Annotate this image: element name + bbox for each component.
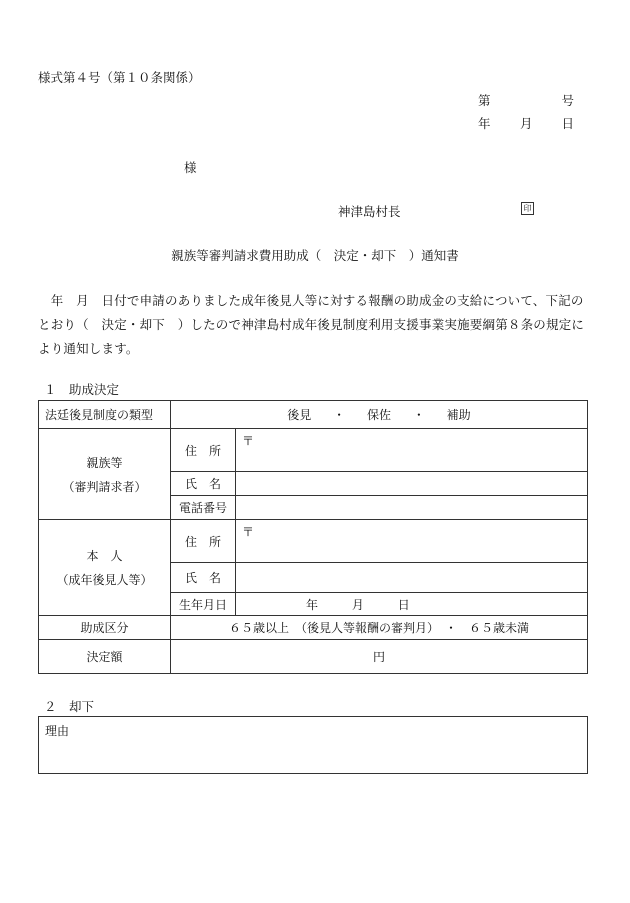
guardianship-type-label: 法廷後見制度の類型 bbox=[39, 401, 171, 429]
issuer-name: 神津島村長 bbox=[338, 204, 401, 219]
amount-value: 円 bbox=[171, 640, 588, 674]
table-row bbox=[39, 616, 588, 640]
doc-number-go: 号 bbox=[561, 93, 574, 108]
option-hojo: 補助 bbox=[446, 408, 471, 422]
section2-heading: ２ 却下 bbox=[44, 699, 95, 714]
addressee-suffix: 様 bbox=[184, 160, 197, 175]
relative-name-value bbox=[236, 472, 588, 496]
relative-name-label: 氏 名 bbox=[171, 472, 236, 496]
principal-birth-value bbox=[236, 593, 588, 616]
principal-birth-label: 生年月日 bbox=[171, 593, 236, 616]
document-date bbox=[478, 114, 574, 132]
relative-phone-value bbox=[236, 496, 588, 520]
table-row bbox=[39, 520, 588, 563]
table-row bbox=[39, 640, 588, 674]
reason-label: 理由 bbox=[45, 724, 70, 738]
principal-name-label: 氏 名 bbox=[171, 563, 236, 593]
date-day: 日 bbox=[561, 116, 574, 131]
option-hosa: 保佐 bbox=[366, 408, 391, 422]
option-separator: ・ bbox=[333, 408, 346, 422]
option-separator: ・ bbox=[412, 408, 425, 422]
form-number: 様式第４号（第１０条関係） bbox=[38, 70, 201, 85]
doc-number-dai: 第 bbox=[478, 93, 491, 108]
table-row bbox=[39, 429, 588, 472]
amount-label: 決定額 bbox=[39, 640, 171, 674]
relative-address-label: 住 所 bbox=[171, 429, 236, 472]
category-value: ６５歳以上 （後見人等報酬の審判月） ・ ６５歳未満 bbox=[171, 616, 588, 640]
option-kouken: 後見 bbox=[287, 408, 312, 422]
table-row bbox=[39, 401, 588, 429]
relative-cell bbox=[39, 429, 171, 520]
relative-address-value: 〒 bbox=[236, 429, 588, 472]
guardianship-options bbox=[171, 401, 588, 429]
birth-day: 日 bbox=[397, 597, 410, 612]
date-year: 年 bbox=[478, 116, 491, 131]
relative-phone-label: 電話番号 bbox=[171, 496, 236, 520]
principal-cell bbox=[39, 520, 171, 616]
birth-month: 月 bbox=[351, 597, 364, 612]
category-label: 助成区分 bbox=[39, 616, 171, 640]
principal-sub-label: （成年後見人等） bbox=[56, 573, 153, 587]
seal-mark: 印 bbox=[521, 202, 534, 215]
relative-sub-label: （審判請求者） bbox=[62, 479, 147, 494]
principal-name-value bbox=[236, 563, 588, 593]
principal-address-label: 住 所 bbox=[171, 520, 236, 563]
rejection-reason-box bbox=[38, 716, 588, 774]
principal-label: 本 人 bbox=[86, 549, 123, 563]
section1-heading: １ 助成決定 bbox=[44, 382, 120, 397]
date-month: 月 bbox=[520, 116, 533, 131]
birth-year: 年 bbox=[306, 597, 319, 612]
grant-decision-table bbox=[38, 400, 588, 674]
notice-body: 年 月 日付で申請のありました成年後見人等に対する報酬の助成金の支給について、下記のとおり（ 決定・却下 ）したので神津島村成年後見制度利用支援事業実施要綱第８条の規定により通知します。 bbox=[38, 293, 585, 356]
principal-address-value: 〒 bbox=[236, 520, 588, 563]
document-title: 親族等審判請求費用助成（ 決定・却下 ）通知書 bbox=[171, 248, 459, 263]
relative-label: 親族等 bbox=[86, 455, 123, 470]
